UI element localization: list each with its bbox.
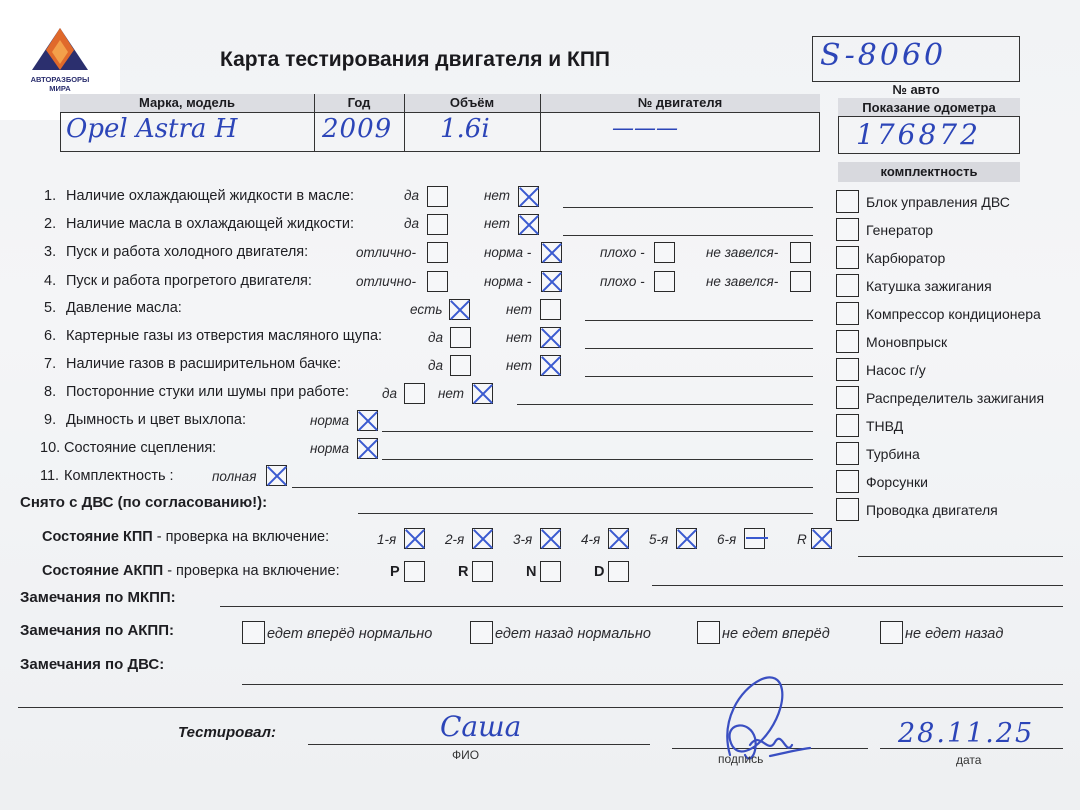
opt-da: да xyxy=(428,330,443,345)
kit-item-label: Форсунки xyxy=(866,474,928,490)
checkbox-row5-net[interactable] xyxy=(540,299,561,320)
kit-checkbox[interactable] xyxy=(836,246,859,269)
date-value: 28.11.25 xyxy=(898,718,1035,749)
akpp-mode-label: R xyxy=(458,564,469,580)
checkbox-row3-ne-zavelsya[interactable] xyxy=(790,242,811,263)
kit-header: комплектность xyxy=(880,164,978,179)
kit-checkbox[interactable] xyxy=(836,218,859,241)
kit-checkbox[interactable] xyxy=(836,442,859,465)
remarks-dvs-line1 xyxy=(242,684,1063,685)
car-number-value: S-8060 xyxy=(820,38,947,73)
vehicle-table xyxy=(60,94,820,152)
checkbox-row5-est[interactable] xyxy=(449,299,470,320)
checkbox-row9-norma[interactable] xyxy=(357,410,378,431)
akpp-label xyxy=(42,563,340,579)
opt-otlichno: отлично- xyxy=(356,245,416,260)
checkbox-row6-net[interactable] xyxy=(540,327,561,348)
opt-da: да xyxy=(404,216,419,231)
opt-polnaya: полная xyxy=(212,469,257,484)
check-label: Комплектность : xyxy=(64,468,174,484)
akpp-remark-checkbox[interactable] xyxy=(470,621,493,644)
removed-line xyxy=(358,513,813,514)
gear-label: 2-я xyxy=(445,532,465,547)
gear-label: R xyxy=(797,532,807,547)
tester-name-line xyxy=(308,744,650,745)
checkbox-row4-ploho[interactable] xyxy=(654,271,675,292)
remarks-dvs-line2 xyxy=(18,707,1063,708)
fill-line xyxy=(585,320,813,321)
date-label: дата xyxy=(956,753,982,767)
akpp-mode-checkbox[interactable] xyxy=(472,561,493,582)
logo-text-line1: АВТОРАЗБОРЫ xyxy=(30,75,90,84)
kit-checkbox[interactable] xyxy=(836,386,859,409)
akpp-remark-label: не едет вперёд xyxy=(722,626,830,642)
opt-net: нет xyxy=(438,386,465,401)
gear-checkbox[interactable] xyxy=(608,528,629,549)
akpp-mode-checkbox[interactable] xyxy=(540,561,561,582)
remarks-akpp-label: Замечания по АКПП: xyxy=(20,622,174,639)
checkbox-row7-net[interactable] xyxy=(540,355,561,376)
fill-line xyxy=(585,376,813,377)
opt-net: нет xyxy=(484,188,511,203)
akpp-remark-checkbox[interactable] xyxy=(880,621,903,644)
akpp-remark-label: едет назад нормально xyxy=(495,626,651,642)
gear-checkbox[interactable] xyxy=(811,528,832,549)
fill-line xyxy=(563,207,813,208)
gear-label: 5-я xyxy=(649,532,669,547)
akpp-remark-checkbox[interactable] xyxy=(242,621,265,644)
opt-ploho: плохо - xyxy=(600,245,645,260)
check-number: 6. xyxy=(44,328,57,344)
check-label: Пуск и работа холодного двигателя: xyxy=(66,244,309,260)
check-label: Наличие газов в расширительном бачке: xyxy=(66,356,342,372)
akpp-label-rest: - проверка на включение: xyxy=(163,563,340,579)
checkbox-row4-ne-zavelsya[interactable] xyxy=(790,271,811,292)
check-label: Состояние сцепления: xyxy=(64,440,217,456)
table-header-volume: Объём xyxy=(449,95,495,110)
akpp-mode-label: P xyxy=(390,564,400,580)
checkbox-row11-polnaya[interactable] xyxy=(266,465,287,486)
akpp-mode-label: D xyxy=(594,564,605,580)
fill-line xyxy=(585,348,813,349)
check-number: 10. xyxy=(40,440,61,456)
kit-checkbox[interactable] xyxy=(836,330,859,353)
odometer-label: Показание одометра xyxy=(862,100,996,115)
signature-label: подпись xyxy=(718,752,764,766)
opt-da: да xyxy=(404,188,419,203)
check-number: 11. xyxy=(40,468,60,484)
akpp-remark-checkbox[interactable] xyxy=(697,621,720,644)
kit-item-label: Компрессор кондиционера xyxy=(866,306,1041,322)
akpp-mode-label: N xyxy=(526,564,537,580)
kit-item-label: Катушка зажигания xyxy=(866,278,992,294)
kit-checkbox[interactable] xyxy=(836,414,859,437)
kit-checkbox[interactable] xyxy=(836,498,859,521)
check-number: 9. xyxy=(44,412,57,428)
kit-item-label: ТНВД xyxy=(866,418,904,434)
kpp-label-bold: Состояние КПП xyxy=(42,529,153,545)
checkbox-row8-net[interactable] xyxy=(472,383,493,404)
opt-net: нет xyxy=(506,302,533,317)
opt-norma: норма - xyxy=(484,274,532,289)
kit-item-label: Генератор xyxy=(866,222,934,238)
removed-label: Снято с ДВС (по согласованию!): xyxy=(20,494,268,511)
akpp-label-bold: Состояние АКПП xyxy=(42,563,164,579)
opt-ne-zavelsya: не завелся- xyxy=(706,245,779,260)
check-number: 7. xyxy=(44,356,57,372)
checkbox-row6-da[interactable] xyxy=(450,327,471,348)
check-number: 2. xyxy=(44,216,57,232)
checkbox-row2-da[interactable] xyxy=(427,214,448,235)
kit-item-label: Проводка двигателя xyxy=(866,502,998,518)
cell-volume: 1.6i xyxy=(440,114,490,144)
kpp-label xyxy=(42,529,329,545)
gear-label: 3-я xyxy=(513,532,533,547)
table-header-model: Марка, модель xyxy=(138,95,236,110)
checkbox-row1-da[interactable] xyxy=(427,186,448,207)
akpp-line xyxy=(652,585,1063,586)
checkbox-row2-net[interactable] xyxy=(518,214,539,235)
opt-net: нет xyxy=(506,330,533,345)
gear-label: 6-я xyxy=(717,532,737,547)
kit-checkbox[interactable] xyxy=(836,470,859,493)
tested-label: Тестировал: xyxy=(178,724,276,741)
checkbox-row3-norma[interactable] xyxy=(541,242,562,263)
gear-label: 1-я xyxy=(377,532,397,547)
akpp-mode-checkbox[interactable] xyxy=(404,561,425,582)
remarks-mkpp-line xyxy=(220,606,1063,607)
gear-label: 4-я xyxy=(581,532,601,547)
checkbox-row7-da[interactable] xyxy=(450,355,471,376)
opt-ne-zavelsya: не завелся- xyxy=(706,274,779,289)
kit-item-label: Турбина xyxy=(866,446,920,462)
gear-checkbox[interactable] xyxy=(404,528,425,549)
gear-checkbox[interactable] xyxy=(744,528,765,549)
checkbox-row3-ploho[interactable] xyxy=(654,242,675,263)
kit-item-label: Насос г/у xyxy=(866,362,926,378)
akpp-remark-label: не едет назад xyxy=(905,626,1004,642)
check-number: 3. xyxy=(44,244,57,260)
gear-checkbox[interactable] xyxy=(540,528,561,549)
table-header-engine-no: № двигателя xyxy=(637,95,723,110)
akpp-mode-checkbox[interactable] xyxy=(608,561,629,582)
checkbox-row1-net[interactable] xyxy=(518,186,539,207)
check-label: Давление масла: xyxy=(66,300,182,316)
check-label: Наличие масла в охлаждающей жидкости: xyxy=(66,216,354,232)
check-label: Дымность и цвет выхлопа: xyxy=(66,412,246,428)
gear-checkbox[interactable] xyxy=(472,528,493,549)
opt-ploho: плохо - xyxy=(600,274,645,289)
opt-norma: норма xyxy=(310,413,350,428)
check-label: Наличие охлаждающей жидкости в масле: xyxy=(66,188,354,204)
cell-model: Opel Astra H xyxy=(66,114,238,144)
fio-label: ФИО xyxy=(452,748,480,762)
check-label: Посторонние стуки или шумы при работе: xyxy=(66,384,350,400)
kit-item-label: Блок управления ДВС xyxy=(866,194,1010,210)
opt-net: нет xyxy=(484,216,511,231)
kit-checkbox[interactable] xyxy=(836,302,859,325)
car-number-label: № авто xyxy=(892,82,940,97)
checkbox-row4-norma[interactable] xyxy=(541,271,562,292)
opt-net: нет xyxy=(506,358,533,373)
fill-line xyxy=(382,459,813,460)
page-title: Карта тестирования двигателя и КПП xyxy=(220,48,611,71)
logo-mountain-icon xyxy=(30,26,90,72)
fill-line xyxy=(382,431,813,432)
kit-item-label: Распределитель зажигания xyxy=(866,390,1045,406)
cell-engine-no: ——— xyxy=(612,116,678,141)
opt-otlichno: отлично- xyxy=(356,274,416,289)
fill-line xyxy=(517,404,813,405)
check-label: Пуск и работа прогретого двигателя: xyxy=(66,273,312,289)
kpp-line xyxy=(858,556,1063,557)
kit-checkbox[interactable] xyxy=(836,274,859,297)
kit-item-label: Карбюратор xyxy=(866,250,946,266)
kpp-label-rest: - проверка на включение: xyxy=(152,529,330,545)
akpp-remark-label: едет вперёд нормально xyxy=(267,626,433,642)
fill-line xyxy=(292,487,813,488)
kit-item-label: Моновпрыск xyxy=(866,334,948,350)
logo-text-line2: МИРА xyxy=(49,84,71,93)
fill-line xyxy=(563,235,813,236)
check-label: Картерные газы из отверстия масляного щупа: xyxy=(66,328,383,344)
opt-da: да xyxy=(382,386,397,401)
opt-norma: норма xyxy=(310,441,350,456)
opt-da: да xyxy=(428,358,443,373)
kit-checkbox[interactable] xyxy=(836,190,859,213)
table-header-year: Год xyxy=(347,95,371,110)
kit-checkbox[interactable] xyxy=(836,358,859,381)
opt-norma: норма - xyxy=(484,245,532,260)
tester-name: Саша xyxy=(440,710,522,743)
checkbox-row10-norma[interactable] xyxy=(357,438,378,459)
check-number: 5. xyxy=(44,300,57,316)
check-number: 4. xyxy=(44,273,57,289)
checkbox-row4-otlichno[interactable] xyxy=(427,271,448,292)
checkbox-row8-da[interactable] xyxy=(404,383,425,404)
cell-year: 2009 xyxy=(322,114,393,144)
opt-est: есть xyxy=(410,302,443,317)
check-number: 1. xyxy=(44,188,57,204)
odometer-value: 176872 xyxy=(856,118,981,151)
gear-checkbox[interactable] xyxy=(676,528,697,549)
remarks-mkpp-label: Замечания по МКПП: xyxy=(20,589,176,606)
check-number: 8. xyxy=(44,384,57,400)
remarks-dvs-label: Замечания по ДВС: xyxy=(20,656,165,673)
checkbox-row3-otlichno[interactable] xyxy=(427,242,448,263)
